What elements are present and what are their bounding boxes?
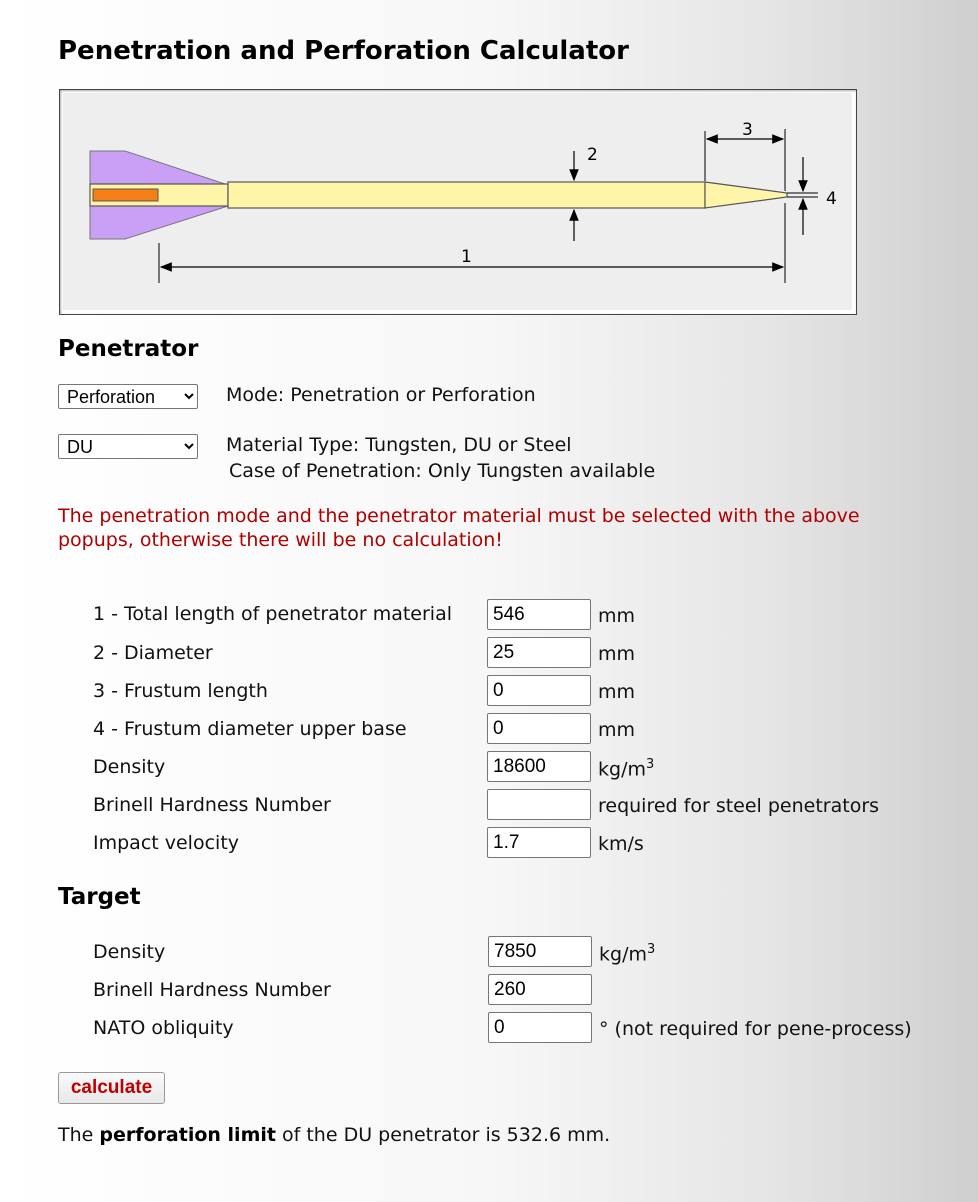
callout-3: 3	[742, 120, 753, 140]
rod-frustum	[705, 182, 787, 208]
penetrator-bhn-note: required for steel penetrators	[598, 795, 880, 817]
fin-upper	[90, 151, 228, 185]
page-title: Penetration and Perforation Calculator	[58, 36, 629, 66]
field-label-impact-velocity: Impact velocity	[93, 832, 240, 854]
callout-4: 4	[826, 189, 837, 209]
nato-obliquity-note: ° (not required for pene-process)	[599, 1018, 912, 1040]
fin-lower	[90, 206, 228, 239]
penetrator-diagram	[59, 89, 857, 315]
frustum-length-input[interactable]	[487, 675, 591, 706]
frustum-diameter-input[interactable]	[487, 713, 591, 744]
mode-select[interactable]	[58, 384, 198, 409]
target-heading: Target	[58, 884, 141, 910]
material-case-note: Case of Penetration: Only Tungsten available	[229, 460, 656, 482]
field-label-diameter: 2 - Diameter	[93, 642, 213, 664]
result-text: The perforation limit of the DU penetrator is 532.6 mm.	[58, 1124, 611, 1146]
field-label-target-bhn: Brinell Hardness Number	[93, 979, 331, 1001]
penetrator-schematic	[63, 93, 852, 310]
target-density-input[interactable]	[488, 936, 592, 967]
frustum-diameter-unit: mm	[598, 719, 636, 741]
diagram-background	[63, 93, 852, 310]
field-label-penetrator-density: Density	[93, 756, 166, 778]
material-select[interactable]	[58, 434, 198, 459]
callout-1: 1	[461, 247, 472, 267]
total-length-input[interactable]	[487, 599, 591, 630]
callout-2: 2	[587, 145, 598, 165]
calculate-button[interactable]: calculate	[58, 1072, 165, 1104]
field-label-penetrator-bhn: Brinell Hardness Number	[93, 794, 331, 816]
mode-description: Mode: Penetration or Perforation	[226, 384, 536, 406]
diameter-unit: mm	[598, 643, 636, 665]
target-bhn-input[interactable]	[488, 974, 592, 1005]
field-label-nato-obliquity: NATO obliquity	[93, 1017, 234, 1039]
rod-body	[228, 182, 705, 208]
field-label-frustum-length: 3 - Frustum length	[93, 680, 268, 702]
field-label-frustum-diameter: 4 - Frustum diameter upper base	[93, 718, 407, 740]
penetrator-density-unit: $kg/m^3$	[598, 757, 655, 781]
selection-warning: The penetration mode and the penetrator material must be selected with the above popups, otherwise there will be no calculation!	[58, 505, 860, 551]
frustum-length-unit: mm	[598, 681, 636, 703]
total-length-unit: mm	[598, 605, 636, 627]
field-label-total-length: 1 - Total length of penetrator material	[93, 603, 453, 625]
penetrator-heading: Penetrator	[58, 336, 199, 362]
material-description: Material Type: Tungsten, DU or Steel	[226, 434, 572, 456]
field-label-target-density: Density	[93, 941, 166, 963]
penetrator-density-input[interactable]	[487, 751, 591, 782]
target-density-unit: $kg/m^3$	[599, 942, 656, 966]
nato-obliquity-input[interactable]	[488, 1012, 592, 1043]
diameter-input[interactable]	[487, 637, 591, 668]
impact-velocity-input[interactable]	[487, 827, 591, 858]
impact-velocity-unit: km/s	[598, 833, 644, 855]
core	[93, 189, 158, 201]
result-emphasis: perforation limit	[99, 1124, 276, 1146]
penetrator-bhn-input[interactable]	[487, 789, 591, 820]
